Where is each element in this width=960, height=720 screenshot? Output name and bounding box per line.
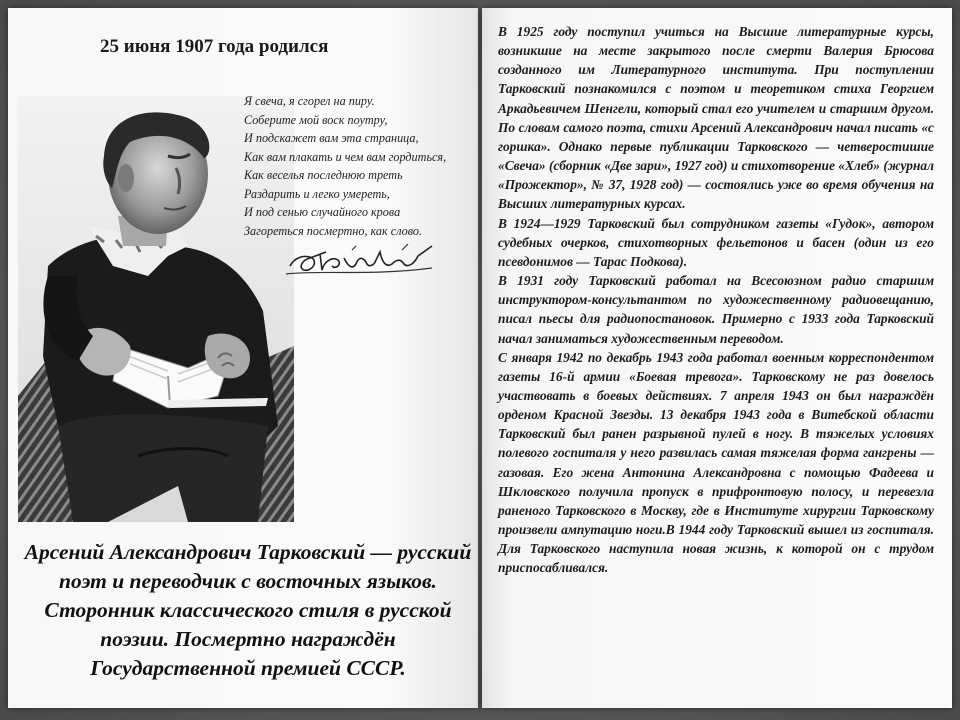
poem-line: Соберите мой воск поутру, (244, 112, 388, 127)
poem-candle (244, 92, 476, 240)
birth-date-title: 25 июня 1907 года родился (100, 36, 329, 57)
bio-paragraph: В 1931 году Тарковский работал на Всесоюзном радио старшим инструктором-консультантом по художественному радиовещанию, писал пьесы для радиопостановок. Примерно с 1933 года Тарковский начал заниматься художественным переводом. (498, 273, 934, 346)
poem-line: И под сенью случайного крова (244, 205, 401, 219)
poem-line: И подскажет вам эта страница, (244, 131, 419, 145)
bio-paragraph: С января 1942 по декабрь 1943 года работал военным корреспондентом газеты 16-й армии «Боевая тревога». Тарковскому не раз довелось участвовать в боевых действиях. 7 апреля 1943 он был награждён орденом Красной Звезды. 13 декабря 1943 года в Витебской области Тарковский был ранен разрывной пулей в ногу. В тяжелых условиях полевого госпиталя у него развилась самая тяжелая форма гангрены — газовая. Его жена Антонина Александровна с помощью Фадеева и Шкловского получила пропуск в прифронтовую полосу, и перевезла раненого Тарковского в Москву, где в Институте хирургии Тарковскому произвели ампутацию ноги.В 1944 году Тарковский вышел из госпиталя. Для Тарковского наступила новая жизнь, к которой он с трудом приспосабливался. (498, 349, 934, 576)
poem-line: Раздарить и легко умереть, (244, 186, 390, 201)
poet-caption: Арсений Александрович Тарковский — русский поэт и переводчик с восточных языков. Сторонник классического стиля в русской поэзии. Посмертно награждён Государственной премией СССР. (24, 540, 472, 680)
poem-line: Как вам плакать и чем вам гордиться, (244, 149, 447, 164)
poem-line: Как веселья последнюю треть (244, 168, 403, 182)
biography-text (498, 22, 934, 578)
bio-paragraph: В 1925 году поступил учиться на Высшие литературные курсы, возникшие на месте закрытого после смерти Валерия Брюсова созданного им Литературного института. При поступлении Тарковский познакомился с поэтом и теоретиком стиха Георгием Аркадьевичем Шенгели, который стал его учителем и старшим другом. По словам самого поэта, стихи Арсений Александрович начал писать «с горшка». Однако первые публикации Тарковского — четверостишие «Свеча» (сборник «Две зари», 1927 год) и стихотворение «Хлеб» (журнал «Прожектор», № 37, 1928 год) — состоялись уже во время обучения на Высших литературных курсах. (498, 24, 934, 212)
signature-image (282, 236, 442, 282)
poem-line: Я свеча, я сгорел на пиру. (244, 94, 375, 108)
bio-paragraph: В 1924—1929 Тарковский был сотрудником газеты «Гудок», автором судебных очерков, стихотворных фельетонов и басен (один из его псевдонимов — Тарас Подкова). (498, 215, 934, 269)
poem-line: Загореться посмертно, как слово. (244, 223, 423, 238)
